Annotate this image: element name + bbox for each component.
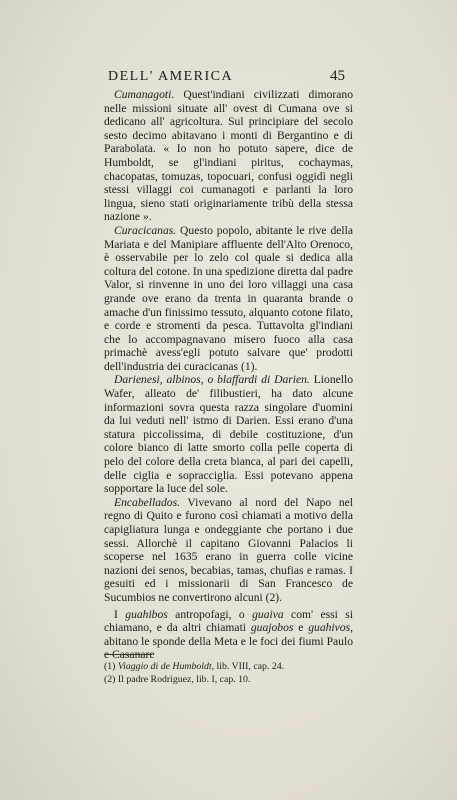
page-number: 45 [330,68,345,84]
main-text [104,88,353,662]
italic-term: guahivos [308,621,351,635]
entry-text: Quest'indiani civilizzati dimorano nelle missioni situate all' ovest di Cumana ove si dedicano all' agricoltura. Sul principiare del secolo sesto decimo abitavano i monti di Bergantino e di Parabolata. « Io non ho potuto sapere, dice de Humboldt, se gl'indiani piritus, cochaymas, chacopatas, tomuzas, topocuari, confusi oggidì negli stessi villaggi coi cumanagoti e parlanti la loro lingua, sieno stati originariamente tribù della stessa nazione ». [104,88,353,224]
entry-term: Encabellados. [114,495,181,509]
text-run: com' essi si chiamano, e da altri chiamati [104,607,353,635]
text-run: I [114,607,126,621]
footnote-mark: (2) [104,673,116,685]
running-title: DELL' AMERICA [108,69,234,84]
footnote-1 [104,661,354,674]
paragraph-curacicanas [104,224,353,374]
running-header [108,68,345,85]
footnote-2 [104,674,354,687]
paragraph-encabellados [104,496,353,605]
italic-term: guajobos [250,621,294,635]
entry-term: Cumanagoti. [114,88,175,101]
entry-text: Lionello Wafer, alleato de' filibustieri, ha dato alcune informazioni sovra questa razza singolare d'uomini da lui veduti nell' istmo di Darien. Essi erano d'una statura piccolissima, di debile costituzione, d'un colore bianco di latte smorto colla pelle coperta di pelo del colore della creta bianca, al pari dei capelli, delle ciglia e sopracciglia. Essi potevano appena sopportare la luce del sole. [104,373,353,496]
footnote-title: Viaggio di de Humboldt, [117,661,215,672]
footnote-mark: (1) [104,661,116,672]
entry-term: Curacicanas. [114,223,177,237]
paragraph-cumanagoti [104,88,353,224]
footnote-rule [104,654,152,655]
paragraph-darienesi [104,373,353,495]
italic-term: guaiva [252,607,284,621]
entry-text: Questo popolo, abitante le rive della Mariata e del Manipiare affluente dell'Alto Orenoco, è osservabile per lo zelo col quale si dedica alla coltura del cotone. In una spedizione diretta dal padre Valor, si rinvenne in uno dei loro villaggi una casa grande ove erano da trenta in quaranta brande o amache d'un finissimo tessuto, alquanto cotone filato, e corde e stromenti da pesca. Tuttavolta gl'indiani che lo accompagnavano misero fuoco alla casa primachè avess'egli potuto salvare que' prodotti dell'industria dei curacicanas (1). [104,223,353,373]
entry-term: Darienesi, albinos, o blaffardi di Darien. [114,373,310,387]
footnote-text: Il padre Rodriguez, lib. I, cap. 10. [117,673,251,685]
footnote-text: lib. VIII, cap. 24. [214,661,285,672]
italic-term: guahibos [125,607,168,621]
text-run: e [293,621,309,635]
footnotes [104,661,354,686]
text-run: , abitano le sponde della Meta e le foci dei fiumi Paulo e Casanare [104,621,353,662]
text-run: antropofagi, o [167,607,253,621]
entry-text: Vivevano al nord del Napo nel regno di Quito e furono così chiamati a motivo della capigliatura lunga e ondeggiante che portano i due sessi. Allorchè il capitano Giovanni Palacios li scoperse nel 1635 erano in guerra colle vicine nazioni dei senos, becabias, tamas, chufias e ramas. I gesuiti ed i missionarii di San Francesco de Sucumbios ne convertirono alcuni (2). [104,495,353,604]
